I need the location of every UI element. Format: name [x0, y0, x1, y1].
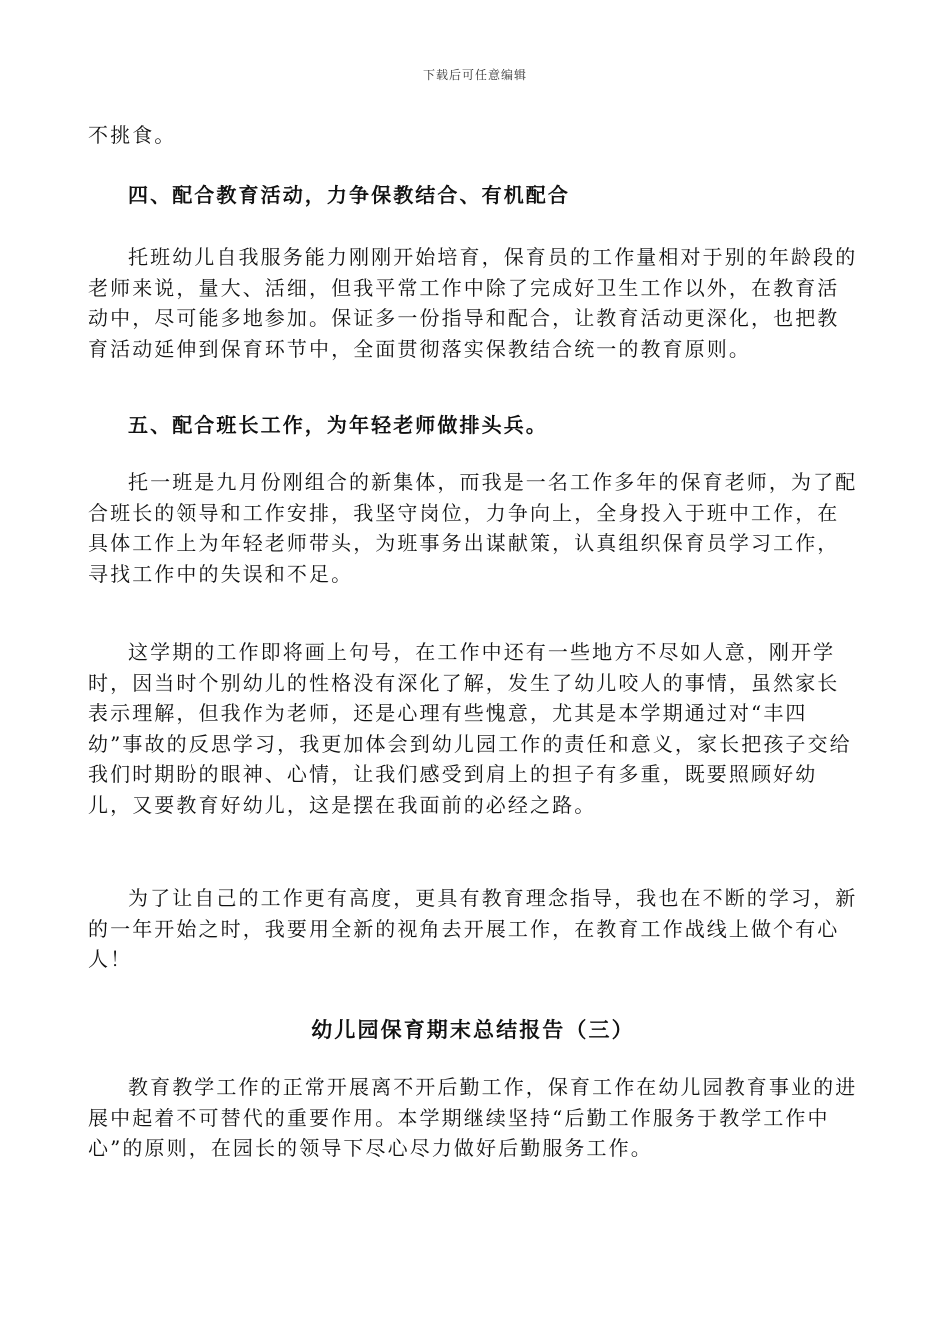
paragraph-continuation [88, 120, 858, 151]
section-heading: 五、配合班长工作，为年轻老师做排头兵。 [128, 413, 548, 437]
paragraph-wrap-3 [88, 637, 858, 820]
section-heading-5-wrap [88, 410, 858, 441]
paragraph: 为了让自己的工作更有高度，更具有教育理念指导，我也在不断的学习，新的一年开始之时，我要用全新的视角去开展工作，在教育工作战线上做个有心人！ [88, 886, 858, 971]
header-note: 下载后可任意编辑 [422, 68, 527, 82]
section-heading-4-wrap [88, 180, 858, 211]
paragraph: 托一班是九月份刚组合的新集体，而我是一名工作多年的保育老师，为了配合班长的领导和工作安排，我坚守岗位，力争向上，全身投入于班中工作，在具体工作上为年轻老师带头，为班事务出谋献策，认真组织保育员学习工作，寻找工作中的失误和不足。 [88, 470, 858, 586]
paragraph: 教育教学工作的正常开展离不开后勤工作，保育工作在幼儿园教育事业的进展中起着不可替代的重要作用。本学期继续坚持“后勤工作服务于教学工作中心”的原则，在园长的领导下尽心尽力做好后勤服务工作。 [88, 1075, 858, 1160]
paragraph: 这学期的工作即将画上句号，在工作中还有一些地方不尽如人意，刚开学时，因当时个别幼儿的性格没有深化了解，发生了幼儿咬人的事情，虽然家长表示理解，但我作为老师，还是心理有些愧意，尤其是本学期通过对“丰四幼”事故的反思学习，我更加体会到幼儿园工作的责任和意义，家长把孩子交给我们时期盼的眼神、心情，让我们感受到肩上的担子有多重，既要照顾好幼儿，又要教育好幼儿，这是摆在我面前的必经之路。 [88, 640, 852, 817]
report-title: 幼儿园保育期末总结报告（三） [311, 1017, 635, 1042]
paragraph-wrap-2 [88, 467, 858, 589]
paragraph-wrap-4 [88, 883, 858, 975]
paragraph: 不挑食。 [88, 123, 177, 147]
paragraph-wrap-5 [88, 1072, 858, 1164]
paragraph-wrap-1 [88, 242, 858, 364]
report-title-wrap [88, 1015, 858, 1046]
paragraph: 托班幼儿自我服务能力刚刚开始培育，保育员的工作量相对于别的年龄段的老师来说，量大、活细，但我平常工作中除了完成好卫生工作以外，在教育活动中，尽可能多地参加。保证多一份指导和配合，让教育活动更深化，也把教育活动延伸到保育环节中，全面贯彻落实保教结合统一的教育原则。 [88, 245, 858, 361]
section-heading: 四、配合教育活动，力争保教结合、有机配合 [128, 183, 570, 207]
